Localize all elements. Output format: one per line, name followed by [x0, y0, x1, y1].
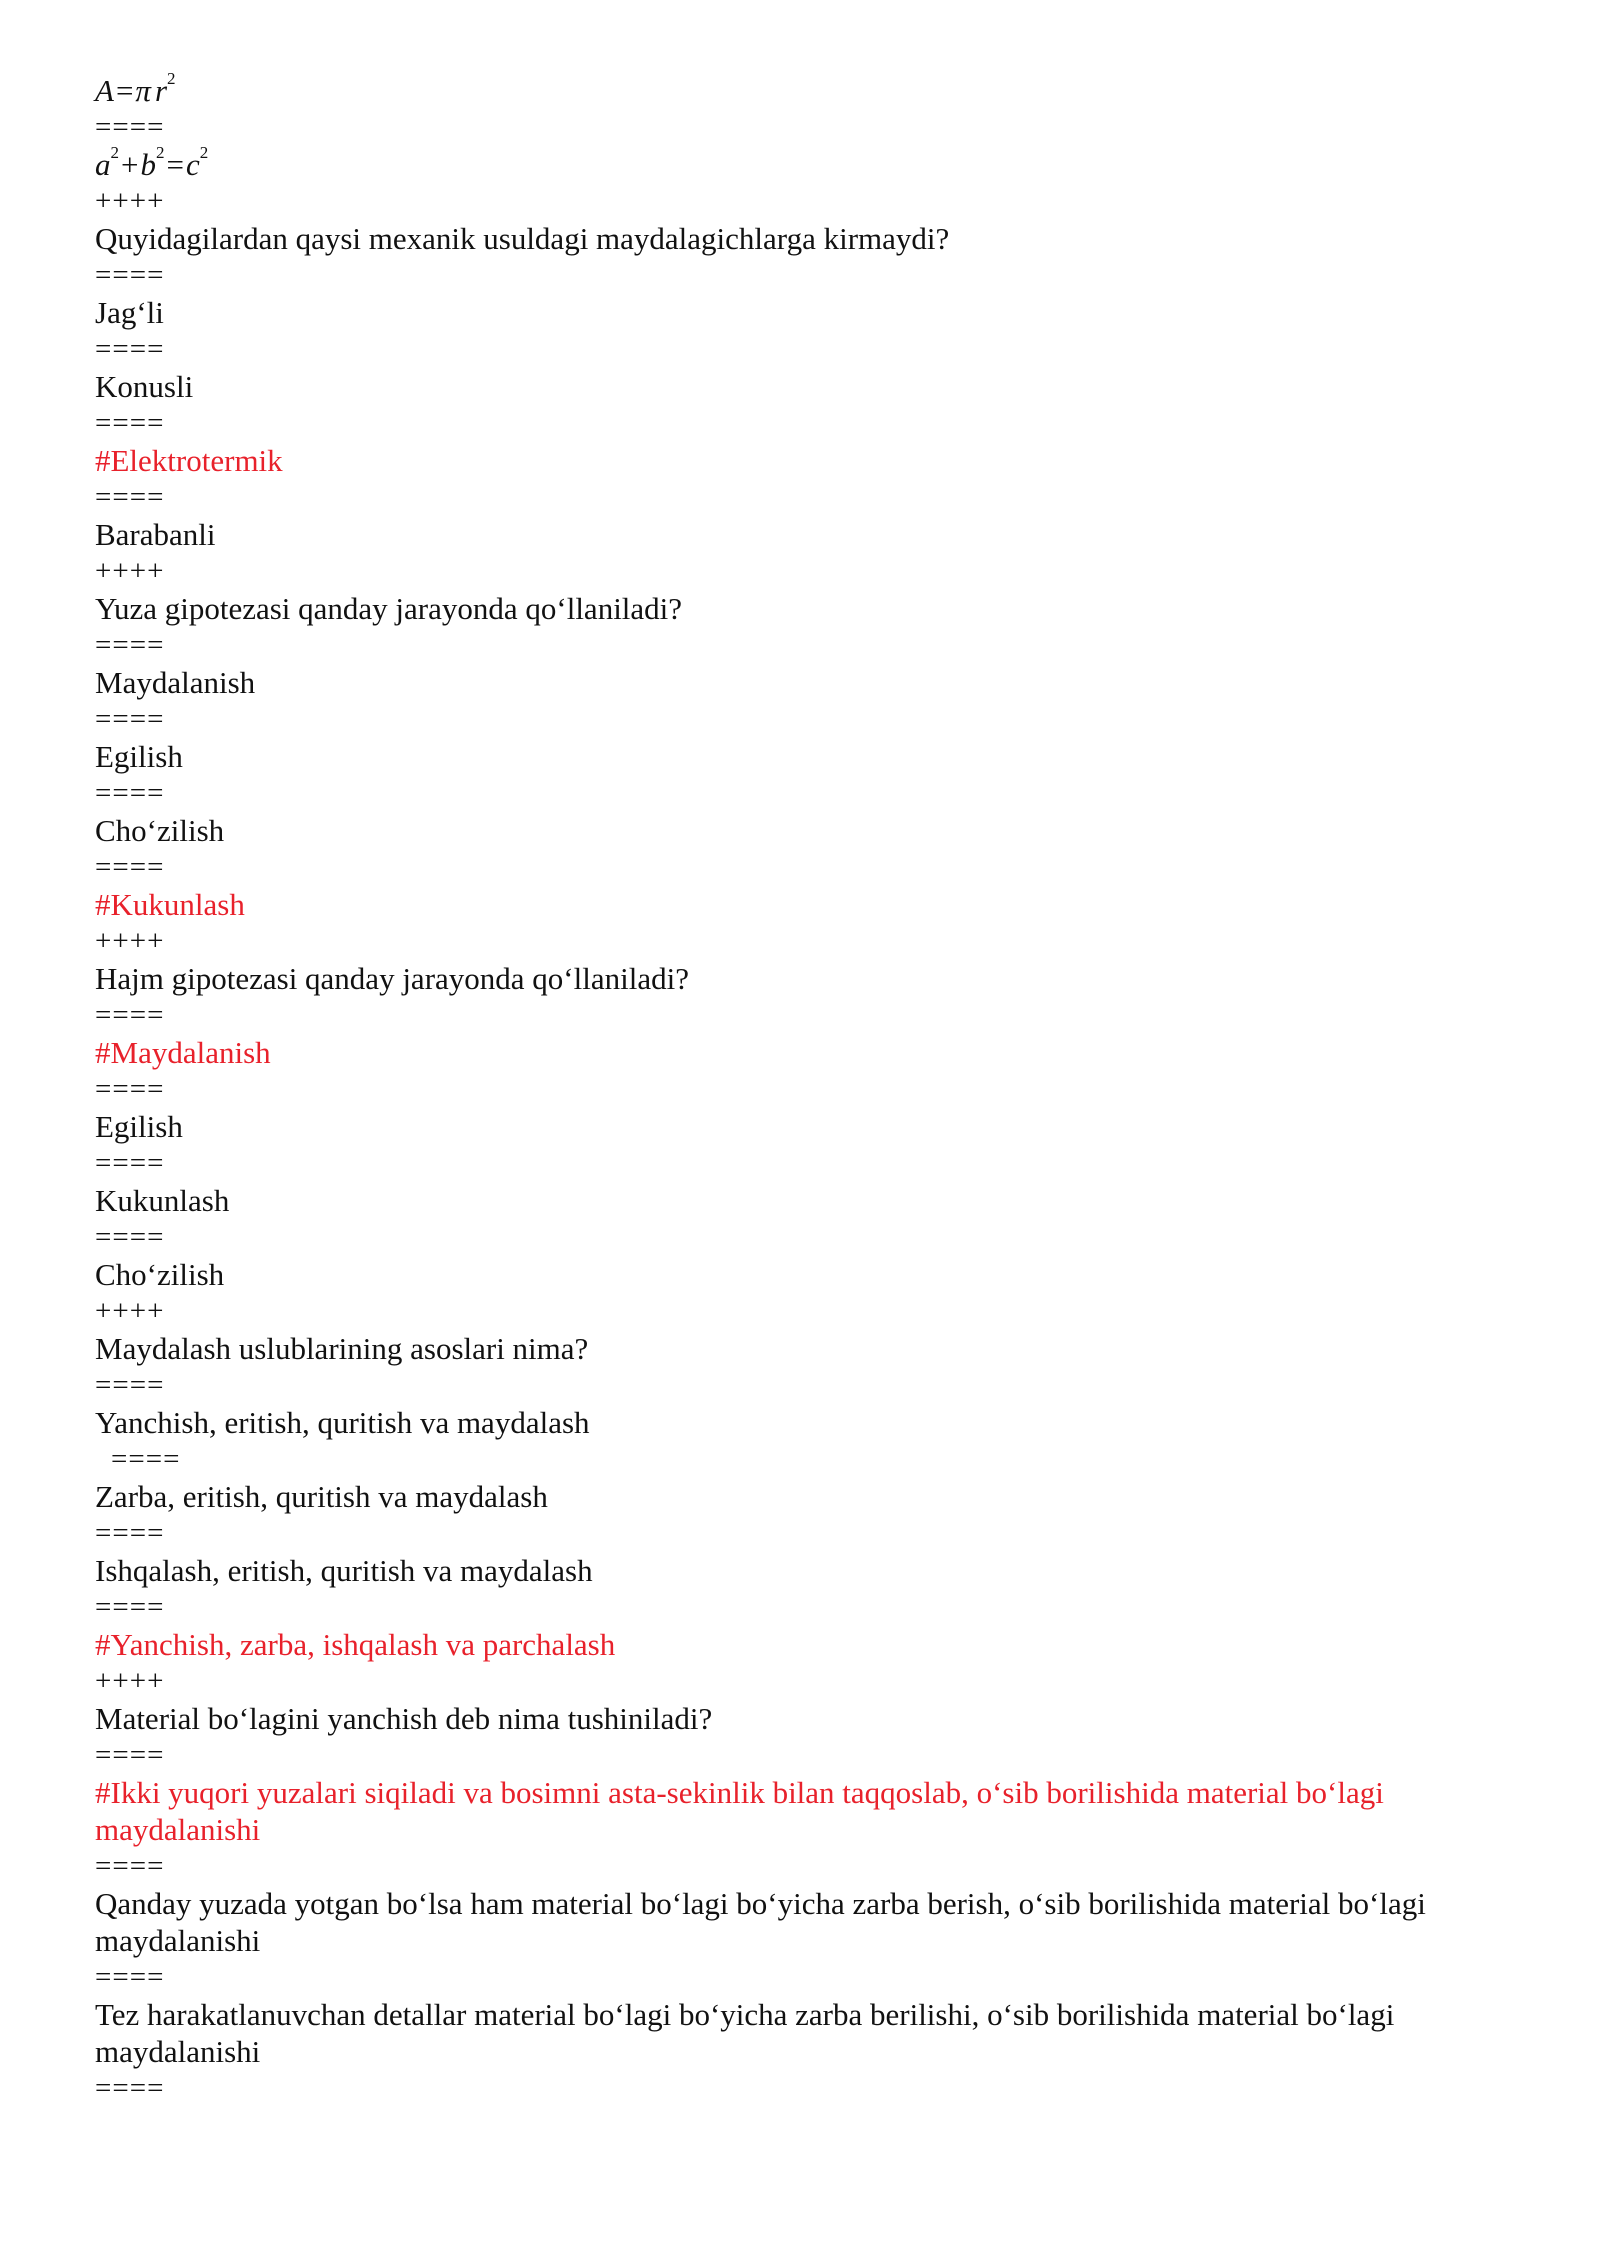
option-separator: ==== — [95, 1517, 165, 1549]
option-separator: ==== — [95, 629, 165, 661]
question-text: Quyidagilardan qaysi mexanik usuldagi maydalagichlarga kirmaydi? — [95, 221, 950, 256]
question-text: Hajm gipotezasi qanday jarayonda qo‘llaniladi? — [95, 961, 689, 996]
question-separator: ++++ — [95, 185, 165, 217]
option-separator: ==== — [95, 333, 165, 365]
option-separator: ==== — [95, 1369, 165, 1401]
option-separator: ==== — [95, 1739, 165, 1771]
option-separator: ==== — [95, 1961, 165, 1993]
option-separator: ==== — [95, 407, 165, 439]
question-separator: ++++ — [95, 925, 165, 957]
option-separator: ==== — [111, 1443, 181, 1475]
answer-option: Qanday yuzada yotgan bo‘lsa ham material bo‘lagi bo‘yicha zarba berish, o‘sib borilishida material bo‘lagi maydalanishi — [95, 1886, 1434, 1958]
answer-option: Zarba, eritish, quritish va maydalash — [95, 1479, 548, 1514]
question-separator: ++++ — [95, 1295, 165, 1327]
answer-option: Jag‘li — [95, 295, 164, 330]
question-text: Material bo‘lagini yanchish deb nima tushiniladi? — [95, 1701, 713, 1736]
question-text: Maydalash uslublarining asoslari nima? — [95, 1331, 589, 1366]
answer-option: Ishqalash, eritish, quritish va maydalash — [95, 1553, 593, 1588]
option-separator: ==== — [95, 1591, 165, 1623]
option-separator: ==== — [95, 1850, 165, 1882]
question-separator: ++++ — [95, 1665, 165, 1697]
formula-circle-area: A=π $r^2$ — [95, 68, 176, 108]
option-separator: ==== — [95, 481, 165, 513]
option-separator: ==== — [95, 2072, 165, 2104]
correct-answer-option: #Maydalanish — [95, 1035, 271, 1070]
answer-option: Cho‘zilish — [95, 813, 225, 848]
answer-option: Egilish — [95, 739, 183, 774]
answer-option: Yanchish, eritish, quritish va maydalash — [95, 1405, 590, 1440]
option-separator: ==== — [95, 851, 165, 883]
correct-answer-option: #Elektrotermik — [95, 443, 283, 478]
option-separator: ==== — [95, 111, 165, 143]
document-page — [95, 68, 1515, 2107]
option-separator: ==== — [95, 703, 165, 735]
answer-option: Barabanli — [95, 517, 216, 552]
answer-option: Cho‘zilish — [95, 1257, 225, 1292]
question-text: Yuza gipotezasi qanday jarayonda qo‘llaniladi? — [95, 591, 683, 626]
question-separator: ++++ — [95, 555, 165, 587]
option-separator: ==== — [95, 259, 165, 291]
answer-option: Konusli — [95, 369, 194, 404]
option-separator: ==== — [95, 1221, 165, 1253]
answer-option: Maydalanish — [95, 665, 256, 700]
answer-option: Egilish — [95, 1109, 183, 1144]
correct-answer-option: #Kukunlash — [95, 887, 245, 922]
answer-option: Tez harakatlanuvchan detallar material bo‘lagi bo‘yicha zarba berilishi, o‘sib borilishida material bo‘lagi maydalanishi — [95, 1997, 1403, 2069]
correct-answer-option: #Ikki yuqori yuzalari siqiladi va bosimni asta-sekinlik bilan taqqoslab, o‘sib borilishida material bo‘lagi maydalanishi — [95, 1775, 1392, 1847]
formula-pythagoras: $a^2+b^2=c^2$ — [95, 142, 209, 182]
option-separator: ==== — [95, 1073, 165, 1105]
answer-option: Kukunlash — [95, 1183, 230, 1218]
option-separator: ==== — [95, 777, 165, 809]
option-separator: ==== — [95, 999, 165, 1031]
correct-answer-option: #Yanchish, zarba, ishqalash va parchalash — [95, 1627, 616, 1662]
option-separator: ==== — [95, 1147, 165, 1179]
